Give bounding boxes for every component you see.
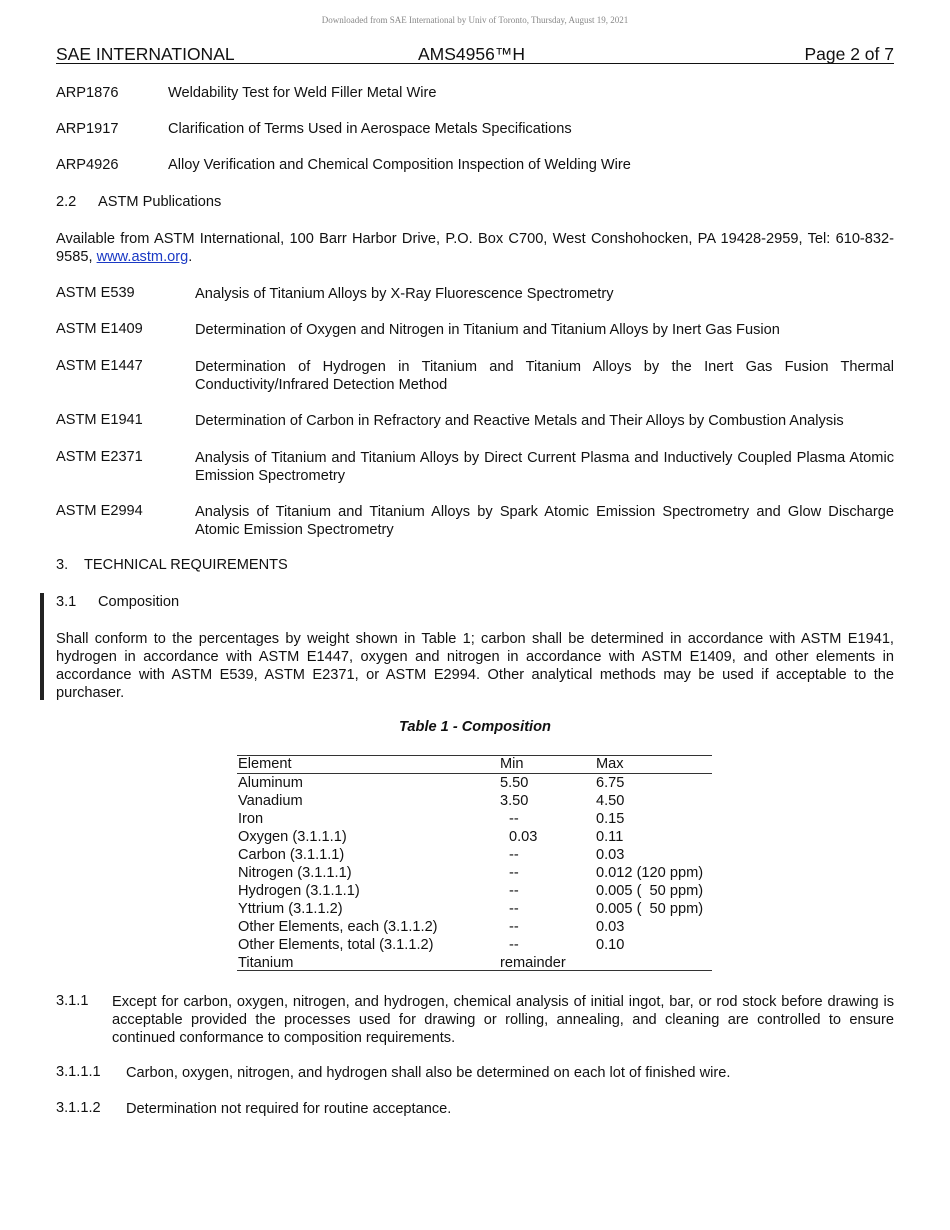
- cell-max: 0.012 (120 ppm): [596, 865, 704, 881]
- table-bottom-rule: [237, 970, 712, 971]
- cell-max: 0.10: [596, 937, 625, 953]
- column-header: Max: [596, 756, 624, 772]
- cell-element: Nitrogen (3.1.1.1): [238, 865, 352, 881]
- cell-min: --: [509, 883, 519, 899]
- cell-max: 0.11: [596, 829, 624, 845]
- section-title: ASTM Publications: [98, 194, 222, 210]
- revision-change-bar: [40, 593, 44, 700]
- table-row: [237, 937, 712, 955]
- ref-title: Determination of Oxygen and Nitrogen in Titanium and Titanium Alloys by Inert Gas Fusion: [195, 322, 780, 338]
- cell-min: --: [509, 811, 519, 827]
- ref-title: Analysis of Titanium Alloys by X-Ray Fluorescence Spectrometry: [195, 286, 614, 302]
- table-row: [237, 901, 712, 919]
- ref-title: Clarification of Terms Used in Aerospace Metals Specifications: [168, 121, 572, 137]
- astm-website-link[interactable]: www.astm.org: [96, 249, 189, 265]
- section-number: 3.1.1.2: [56, 1100, 101, 1116]
- cell-min: --: [509, 901, 519, 917]
- section-title: TECHNICAL REQUIREMENTS: [84, 557, 288, 573]
- cell-element: Aluminum: [238, 775, 303, 791]
- cell-max: 0.03: [596, 919, 625, 935]
- ref-code: ASTM E2994: [56, 503, 143, 519]
- cell-element: Yttrium (3.1.1.2): [238, 901, 343, 917]
- table-row: [237, 829, 712, 847]
- ref-title: Weldability Test for Weld Filler Metal Wire: [168, 85, 437, 101]
- table-row: [237, 883, 712, 901]
- section-number: 2.2: [56, 194, 77, 210]
- astm-availability-paragraph: [56, 230, 894, 266]
- table-row: [237, 847, 712, 865]
- section-title: Composition: [98, 594, 180, 610]
- table-caption: Table 1 - Composition: [399, 719, 551, 735]
- cell-element: Vanadium: [238, 793, 303, 809]
- cell-min: 0.03: [509, 829, 538, 845]
- ref-title: Determination of Hydrogen in Titanium and Titanium Alloys by the Inert Gas Fusion Thermal Conductivity/Infrared Detection Method: [195, 359, 894, 393]
- header-rule: [56, 63, 894, 64]
- ref-code: ASTM E1447: [56, 358, 143, 374]
- cell-min: --: [509, 847, 519, 863]
- cell-min: remainder: [500, 955, 566, 971]
- section-number: 3.1.1.1: [56, 1064, 101, 1080]
- table-header-rule: [237, 773, 712, 774]
- ref-title: Alloy Verification and Chemical Composition Inspection of Welding Wire: [168, 157, 631, 173]
- cell-element: Hydrogen (3.1.1.1): [238, 883, 360, 899]
- cell-element: Titanium: [238, 955, 294, 971]
- section-paragraph: Except for carbon, oxygen, nitrogen, and hydrogen, chemical analysis of initial ingot, bar, or rod stock before drawing is acceptable provided the processes used for drawing or rolling, annealing, and cleaning are controlled to ensure continued conformance to composition requirements.: [112, 994, 894, 1046]
- ref-title: Analysis of Titanium and Titanium Alloys by Spark Atomic Emission Spectrometry and Glow Discharge Atomic Emission Spectrometry: [195, 504, 894, 538]
- cell-min: --: [509, 937, 519, 953]
- cell-element: Oxygen (3.1.1.1): [238, 829, 347, 845]
- cell-min: --: [509, 919, 519, 935]
- ref-code: ASTM E2371: [56, 449, 143, 465]
- cell-max: 0.15: [596, 811, 625, 827]
- section-number: 3.: [56, 557, 69, 573]
- cell-max: 4.50: [596, 793, 625, 809]
- table-header-row: [237, 756, 712, 774]
- section-number: 3.1: [56, 594, 77, 610]
- table-row: [237, 793, 712, 811]
- table-row: [237, 919, 712, 937]
- cell-max: 6.75: [596, 775, 625, 791]
- ref-code: ASTM E539: [56, 285, 135, 301]
- header-org: SAE INTERNATIONAL: [56, 44, 235, 64]
- cell-min: --: [509, 865, 519, 881]
- ref-code: ARP1917: [56, 121, 119, 137]
- composition-paragraph: Shall conform to the percentages by weight shown in Table 1; carbon shall be determined in accordance with ASTM E1941, hydrogen in accordance with ASTM E1447, oxygen and nitrogen in accordance with ASTM E1409, and other elements in accordance with ASTM E539, ASTM E2371, or ASTM E2994. Other analytical methods may be used if acceptable to the purchaser.: [56, 631, 894, 701]
- column-header: Element: [238, 756, 292, 772]
- ref-code: ARP1876: [56, 85, 119, 101]
- section-paragraph: Carbon, oxygen, nitrogen, and hydrogen shall also be determined on each lot of finished wire.: [126, 1065, 731, 1081]
- cell-element: Iron: [238, 811, 264, 827]
- availability-text: Available from ASTM International, 100 Barr Harbor Drive, P.O. Box C700, West Conshohocken, PA 19428-2959, Tel: 610-832-9585,: [56, 231, 894, 265]
- table-row: [237, 811, 712, 829]
- table-row: [237, 775, 712, 793]
- cell-min: 5.50: [500, 775, 529, 791]
- header-page-number: Page 2 of 7: [804, 44, 894, 64]
- availability-end: .: [188, 249, 193, 265]
- ref-title: Analysis of Titanium and Titanium Alloys by Direct Current Plasma and Inductively Coupled Plasma Atomic Emission Spectrometry: [195, 450, 894, 484]
- cell-element: Carbon (3.1.1.1): [238, 847, 345, 863]
- download-watermark: Downloaded from SAE International by Univ of Toronto, Thursday, August 19, 2021: [321, 15, 629, 25]
- cell-min: 3.50: [500, 793, 529, 809]
- cell-element: Other Elements, each (3.1.1.2): [238, 919, 438, 935]
- cell-max: 0.005 ( 50 ppm): [596, 883, 704, 899]
- section-paragraph: Determination not required for routine acceptance.: [126, 1101, 452, 1117]
- ref-code: ARP4926: [56, 157, 119, 173]
- section-number: 3.1.1: [56, 993, 89, 1009]
- ref-code: ASTM E1941: [56, 412, 143, 428]
- cell-max: 0.005 ( 50 ppm): [596, 901, 704, 917]
- cell-element: Other Elements, total (3.1.1.2): [238, 937, 434, 953]
- header-doc-number: AMS4956™H: [418, 44, 525, 64]
- ref-title: Determination of Carbon in Refractory and Reactive Metals and Their Alloys by Combustion Analysis: [195, 413, 844, 429]
- ref-code: ASTM E1409: [56, 321, 143, 337]
- cell-max: 0.03: [596, 847, 625, 863]
- table-row: [237, 865, 712, 883]
- column-header: Min: [500, 756, 524, 772]
